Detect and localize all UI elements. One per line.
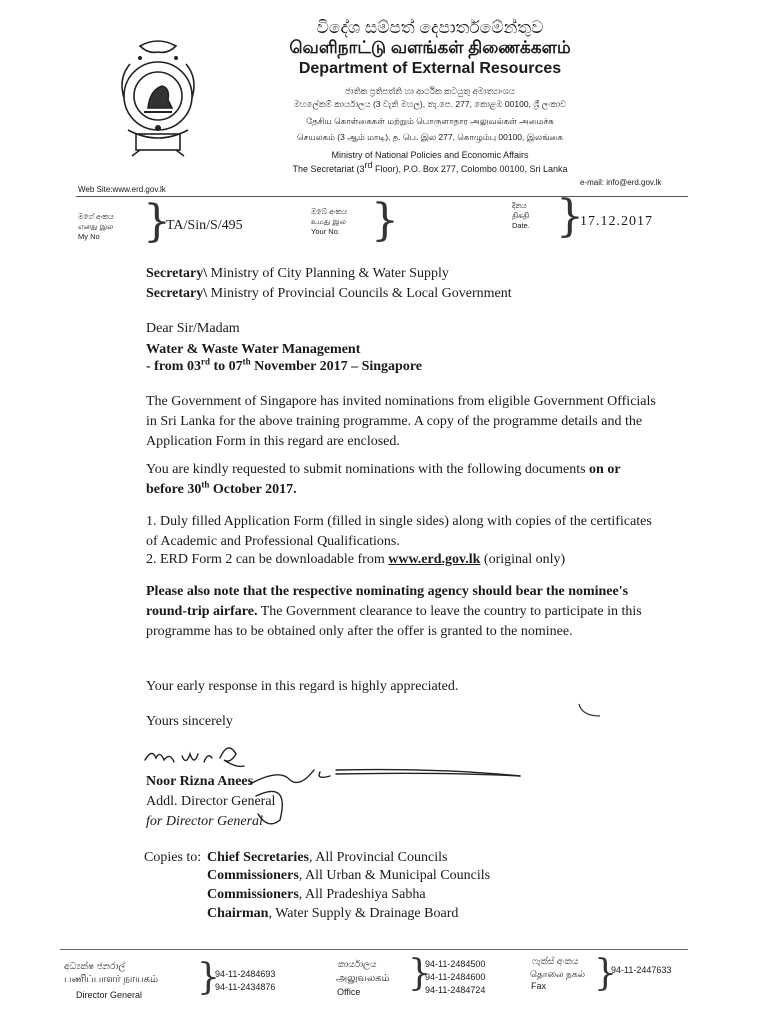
brace: } [408,953,431,994]
my-no-label: මගේ අංකය எனது இல My No [78,212,114,241]
signatory-title: Addl. Director General [146,794,276,809]
date-label: දිනය திகதி Date. [512,201,530,230]
director-general-label-tamil: பணிப்பாளர் நாயகம் [64,974,159,985]
email: e-mail: info@erd.gov.lk [580,178,662,187]
fax-label-sinhala: ෆැක්ස් අංකය [532,956,579,966]
ministry-english: Ministry of National Policies and Economic Affairs [331,150,529,160]
office-phone: 94-11-2484500 [425,959,486,969]
copy-recipient: Chairman, Water Supply & Drainage Board [207,906,459,921]
salutation: Dear Sir/Madam [146,321,240,336]
footer-divider [60,949,688,950]
fax-label-tamil: தொலை நகல் [530,969,586,979]
fax-number: 94-11-2447633 [611,965,672,975]
director-general-label-english: Director General [76,990,143,1000]
list-item: 2. ERD Form 2 can be downloadable from www.erd.gov.lk (original only) [146,552,566,567]
brace: } [594,953,617,994]
copy-recipient: Commissioners, All Urban & Municipal Councils [207,868,491,883]
addressee-2: Secretary\ Ministry of Provincial Councils & Local Government [146,286,512,301]
paragraph-invitation: The Government of Singapore has invited nominations from eligible Government Officials in Sri Lanka for the above training programme. A copy of the programme details and the Application Form in this regard are enclosed. [146,394,656,449]
sri-lanka-emblem [110,38,206,158]
your-no-label: ඔබේ අංකය உமது இல Your No. [311,207,348,236]
my-no-value: TA/Sin/S/495 [166,218,243,233]
office-phone: 94-11-2484724 [425,985,486,995]
office-phone: 94-11-2484600 [425,972,486,982]
department-name-tamil: வெளிநாட்டு வளங்கள் திணைக்களம் [289,38,571,57]
copy-recipient: Chief Secretaries, All Provincial Councils [207,850,448,865]
erd-website-link[interactable]: www.erd.gov.lk [388,552,481,567]
list-item: 1. Duly filled Application Form (filled in single sides) along with copies of the certificates of Academic and Professional Qualifications. [146,514,652,549]
director-general-label-sinhala: අධ්‍යක්ෂ ජනරාල් [64,961,126,971]
pen-mark [576,700,606,722]
subject-line-1: Water & Waste Water Management [146,342,361,357]
website: Web Site:www.erd.gov.lk [78,185,166,194]
signatory-for: for Director General [146,814,263,829]
department-name-english: Department of External Resources [298,60,562,77]
director-general-phone: 94-11-2484693 [215,969,276,979]
fax-label-english: Fax [531,981,547,991]
paragraph-request: You are kindly requested to submit nominations with the following documents on or before 30th October 2017. [146,462,621,497]
ministry-tamil: தேசிய கொள்கைகள் மற்றும் பொருளாதார அலுவல்கள் அமைச்சு [306,116,554,126]
brace: } [371,195,399,246]
address-sinhala: මහලේකම් කාර්යාලය (3 වැනි මහල), තැ.පෙ. 277, කොළඹ 00100, ශ්‍රී ලංකාව [293,99,567,109]
department-name-sinhala: විදේශ සම්පත් දෙපාර්තමේන්තුව [316,18,544,37]
date-value: 17.12.2017 [580,214,653,229]
address-tamil: செயலகம் (3 ஆம் மாடி), த. பெ. இல 277, கொழும்பு 00100, இலங்கை [297,132,563,142]
paragraph-airfare: Please also note that the respective nominating agency should bear the nominee's round-trip airfare. The Government clearance to leave the country to participate in this programme has to be obtained only after the offer is granted to the nominee. [146,584,642,639]
addressee-1: Secretary\ Ministry of City Planning & Water Supply [146,266,449,281]
ministry-sinhala: ජාතික ප්‍රතිපත්ති හා ආර්ථික කටයුතු අමාත්‍යාංශය [345,86,515,96]
copy-recipient: Commissioners, All Pradeshiya Sabha [207,887,426,902]
closing: Yours sincerely [146,714,233,729]
paragraph-response: Your early response in this regard is highly appreciated. [146,679,459,694]
subject-line-2: - from 03rd to 07th November 2017 – Singapore [146,356,423,374]
office-label-english: Office [337,987,361,997]
director-general-phone: 94-11-2434876 [215,982,276,992]
office-label-sinhala: කාර්යාලය [338,959,377,969]
brace: } [556,191,584,242]
copies-label: Copies to: [144,850,202,865]
brace: } [143,196,171,247]
address-english: The Secretariat (3rd Floor), P.O. Box 277, Colombo 00100, Sri Lanka [292,160,568,174]
office-label-tamil: அலுவலகம் [336,973,390,984]
brace: } [197,957,220,998]
signatory-name: Noor Rizna Anees [146,774,254,789]
